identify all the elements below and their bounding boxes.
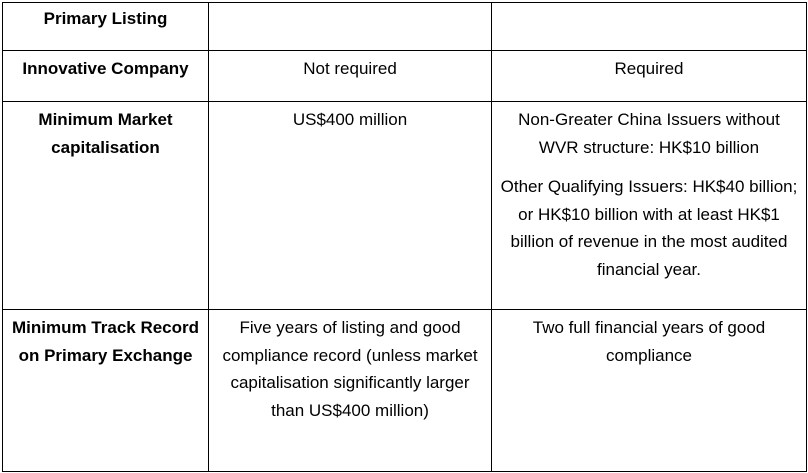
cell-min-track-record-col2: Two full financial years of good compliance — [492, 310, 807, 472]
row-label-min-market-cap: Minimum Market capitalisation — [3, 102, 209, 310]
table-row — [3, 102, 807, 310]
listing-requirements-table — [2, 2, 807, 472]
row-label-min-track-record: Minimum Track Record on Primary Exchange — [3, 310, 209, 472]
cell-primary-listing-col1 — [209, 3, 492, 51]
market-cap-other-issuers-text: Other Qualifying Issuers: HK$40 billion; or HK$10 billion with at least HK$1 billion of revenue in the most audited financial year. — [500, 177, 798, 279]
cell-innovative-company-col2: Required — [492, 51, 807, 102]
cell-min-market-cap-col2 — [492, 102, 807, 310]
market-cap-non-greater-china-text: Non-Greater China Issuers without WVR structure: HK$10 billion — [518, 110, 780, 157]
cell-innovative-company-col1: Not required — [209, 51, 492, 102]
cell-min-track-record-col1: Five years of listing and good compliance record (unless market capitalisation significantly larger than US$400 million) — [209, 310, 492, 472]
cell-primary-listing-col2 — [492, 3, 807, 51]
row-label-primary-listing: Primary Listing — [3, 3, 209, 51]
row-label-innovative-company: Innovative Company — [3, 51, 209, 102]
table-row — [3, 3, 807, 51]
cell-min-market-cap-col1: US$400 million — [209, 102, 492, 310]
table-row — [3, 51, 807, 102]
table-row — [3, 310, 807, 472]
